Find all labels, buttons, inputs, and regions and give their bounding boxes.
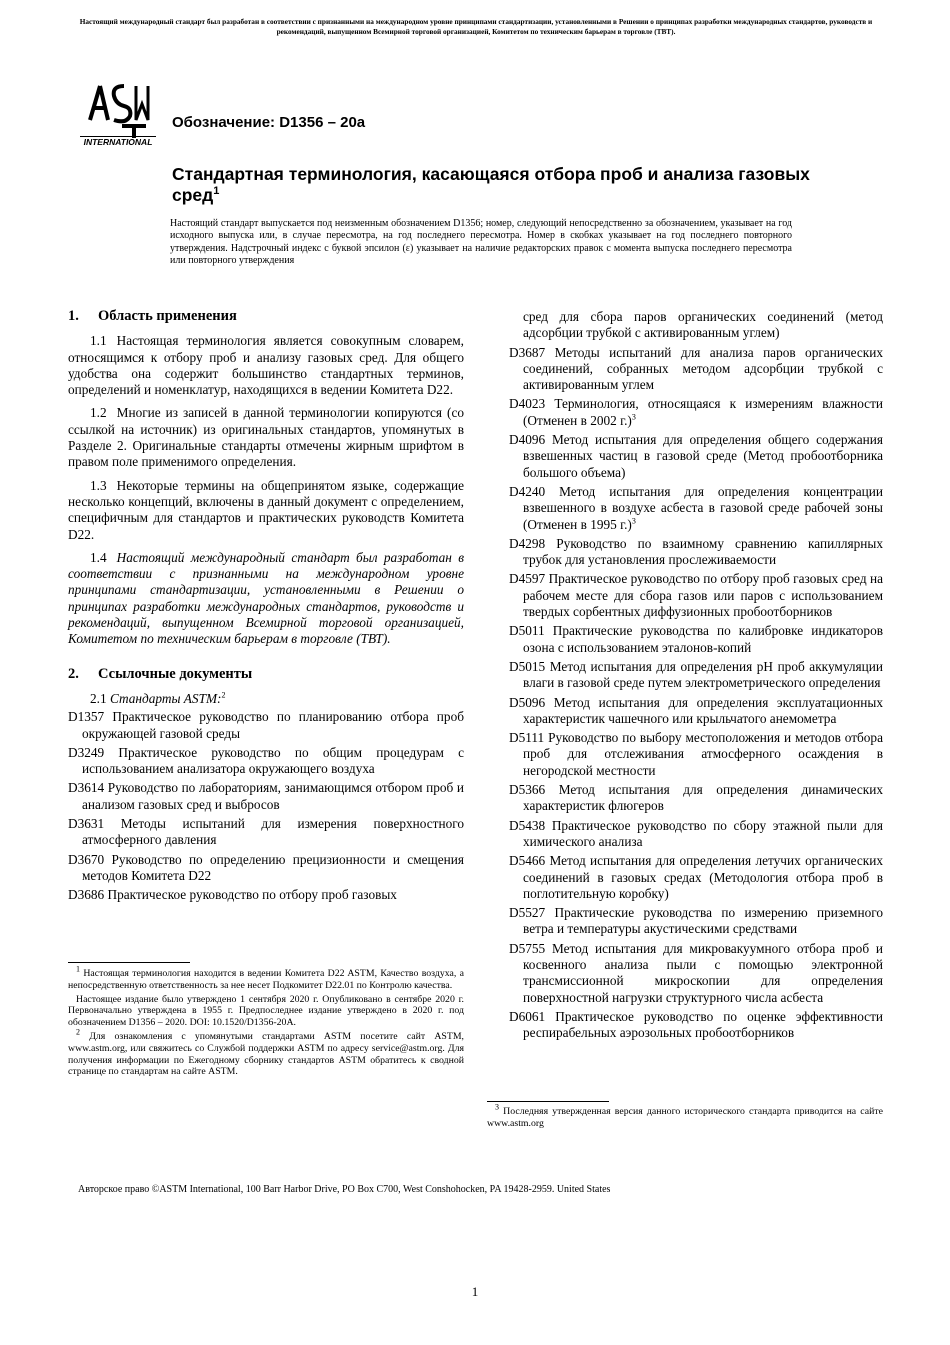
reference-text: D3687 Методы испытаний для анализа паров органических соединений, собранных методом адсорбции трубкой с активированным углем — [509, 344, 883, 393]
document-title-text: Стандартная терминология, касающаяся отбора проб и анализа газовых сред — [172, 164, 810, 205]
reference-text: D5011 Практические руководства по калибровке индикаторов озона с использованием эталонов-копий — [509, 623, 883, 655]
reference-item: D3614 Руководство по лабораториям, занимающимся отбором проб и анализом газовых сред и выбросов — [68, 780, 464, 812]
reference-item — [509, 345, 883, 394]
reference-text: D5366 Метод испытания для определения динамических характеристик флюгеров — [509, 782, 883, 814]
reference-item: D3686 Практическое руководство по отбору проб газовых — [68, 887, 397, 903]
reference-item — [509, 396, 883, 429]
reference-text: D5527 Практические руководства по измерению приземного ветра и температуры акустическими средствами — [509, 905, 883, 937]
paragraph-1-3 — [68, 478, 464, 543]
reference-item — [509, 853, 883, 902]
footnote — [68, 994, 464, 1029]
footnote-mark: 3 — [631, 516, 636, 526]
reference-text: D5755 Метод испытания для микровакуумного отбора проб и косвенного анализа пыли с помощью электронной трансмиссионной микроскопии для определения поверхностной нагрузки структурного числа асбеста — [509, 940, 883, 1005]
subsection-number: 2.1 — [90, 690, 107, 706]
title-footnote-mark: 1 — [213, 185, 220, 198]
paragraph-number: 1.3 — [90, 477, 107, 493]
reference-text: D4298 Руководство по взаимному сравнению капиллярных трубок для установления прослеживаемости — [509, 535, 883, 568]
designation: Обозначение: D1356 – 20a — [172, 114, 366, 131]
reference-text: D6061 Практическое руководство по оценке эффективности респирабельных аэрозольных пробоотборников — [509, 1008, 883, 1041]
reference-text: D5466 Метод испытания для определения летучих органических соединений в газовых средах (Методология отбора проб в поглотительную коробку) — [509, 853, 883, 901]
reference-text: D4096 Метод испытания для определения общего содержания взвешенных частиц в газовой среде (Метод пробоотборника большого объема) — [509, 432, 883, 480]
reference-item — [509, 730, 883, 779]
reference-item — [509, 818, 883, 851]
footnote-mark: 2 — [76, 1027, 80, 1037]
astm-logo — [78, 80, 158, 148]
reference-item — [509, 782, 883, 815]
right-column — [509, 309, 883, 1044]
footnotes-right — [487, 1102, 883, 1132]
footnote-text: Настоящая терминология находится в ведении Комитета D22 ASTM, Качество воздуха, а непосредственную ответственность за нее несет Подкомитет D22.01 по Контролю качества. — [68, 968, 464, 991]
top-notice: Настоящий международный стандарт был разработан в соответствии с признанными на международном уровне принципами стандартизации, установленными в Решении о принципах разработки международных стандартов, руководств и рекомендаций, выпущенном Всемирной торговой организацией, Комитетом по техническим барьерам в торговле (ТВТ). — [79, 17, 873, 36]
footnote — [68, 1027, 464, 1078]
document-title — [172, 164, 812, 206]
reference-list-right — [509, 345, 883, 1042]
left-column — [68, 308, 464, 907]
reference-item: D3670 Руководство по определению прецизионности и смещения методов Комитета D22 — [68, 851, 464, 883]
paragraph-1-2 — [68, 405, 464, 470]
reference-item — [509, 484, 883, 533]
reference-item — [509, 695, 883, 728]
reference-text: D5096 Метод испытания для определения эксплуатационных характеристик чашечного или крыльчатого анемометра — [509, 694, 883, 726]
reference-item — [509, 941, 883, 1006]
reference-text: D5438 Практическое руководство по сбору этажной пыли для химического анализа — [509, 817, 883, 849]
reference-item — [509, 905, 883, 938]
footnote-mark: 3 — [495, 1102, 499, 1112]
paragraph-1-1 — [68, 333, 464, 398]
paragraph-1-4 — [68, 550, 464, 648]
footnote-mark: 1 — [76, 964, 80, 974]
section-title: Область применения — [98, 308, 237, 324]
reference-item: D3249 Практическое руководство по общим процедурам с использованием анализатора окружающего воздуха — [68, 744, 464, 777]
reference-item — [509, 1009, 883, 1042]
reference-text: D5111 Руководство по выбору местоположения и методов отбора проб для отслеживания атмосферного осаждения в негородской местности — [509, 730, 883, 778]
footnote — [68, 964, 464, 992]
paragraph-text: Многие из записей в данной терминологии копируются (со ссылкой на источник) из оригинальных стандартов, упомянутых в Разделе 2. Оригинальные стандарты отмечены жирным шрифтом в правом поле применимого определения. — [68, 405, 464, 470]
paragraph-text: Настоящая терминология является совокупным словарем, относящимся к отбору проб и анализу газовых сред. Для общего удобства она содержит большинство стандартных терминов, определений и номенклатур, находящихся в ведении Комитета D22. — [68, 333, 464, 398]
paragraph-text: Настоящий международный стандарт был разработан в соответствии с признанными на международном уровне принципами стандартизации, установленными в Решении о принципах разработки международных стандартов, руководств и рекомендаций, выпущенном Всемирной торговой организацией, Комитетом по техническим барьерам в торговле (ТВТ). — [68, 549, 464, 647]
reference-item — [509, 623, 883, 656]
issue-note: Настоящий стандарт выпускается под неизменным обозначением D1356; номер, следующий непосредственно за обозначением, указывает на год исходного выпуска или, в случае пересмотра, на год последнего пересмотра. Номер в скобках указывает на год последнего повторного утверждения. Надстрочный индекс с буквой эпсилон (ε) указывает на наличие редакторских правок с момента выпуска последнего пересмотра или повторного утверждения — [170, 218, 792, 267]
subsection-label: Стандарты ASTM: — [109, 690, 222, 706]
footnote-text: Для ознакомления с упомянутыми стандартами ASTM посетите сайт ASTM, www.astm.org, или свяжитесь со Службой поддержки ASTM по адресу service@astm.org. Для получения информации по Ежегодному сборнику стандартов ASTM обратитесь к сводной странице по стандартам на сайте ASTM. — [68, 1030, 464, 1078]
svg-text:INTERNATIONAL: INTERNATIONAL — [83, 137, 153, 147]
section-2-heading — [68, 666, 464, 682]
reference-item — [509, 571, 883, 620]
section-1-heading — [68, 308, 464, 324]
footnote-text: Настоящее издание было утверждено 1 сентября 2020 г. Опубликовано в сентябре 2020 г. Первоначально утверждена в 1955 г. Предпоследнее издание утверждено в 2020 г. под обозначением D1356 – 2020. DOI: 10.1520/D1356-20A. — [68, 993, 464, 1029]
subsection-2-1 — [90, 691, 464, 707]
reference-list-left — [68, 709, 464, 903]
reference-continuation: сред для сбора паров органических соединений (метод адсорбции трубкой с активированным углем) — [523, 309, 883, 341]
reference-item — [509, 659, 883, 692]
reference-item: D3631 Методы испытаний для измерения поверхностного атмосферного давления — [68, 816, 464, 848]
reference-item — [509, 536, 883, 569]
reference-item: D1357 Практическое руководство по планированию отбора проб окружающей газовой среды — [68, 709, 464, 741]
footnote-text: Последняя утвержденная версия данного исторического стандарта приводится на сайте www.astm.org — [487, 1106, 883, 1129]
footnote-mark: 2 — [221, 690, 226, 700]
footnotes-left — [68, 964, 464, 1080]
copyright-notice: Авторское право ©ASTM International, 100 Barr Harbor Drive, PO Box C700, West Conshohocken, PA 19428-2959. United States — [78, 1184, 611, 1195]
section-number: 1. — [68, 308, 79, 324]
section-title: Ссылочные документы — [98, 665, 253, 682]
reference-text: D4597 Практическое руководство по отбору проб газовых сред на рабочем месте для сбора газов или паров с использованием твердых сорбентных диффузионных пробоотборников — [509, 571, 883, 620]
astm-logo-mark — [80, 86, 156, 147]
footnote-separator-left — [68, 962, 190, 963]
reference-item — [509, 432, 883, 481]
footnote-mark: 3 — [631, 412, 636, 422]
reference-text: D5015 Метод испытания для определения pH проб аккумуляции влаги в газовой среде путем электрометрического определения — [509, 658, 883, 691]
paragraph-text: Некоторые термины на общепринятом языке, содержащие несколько концепций, включены в данный документ с определением, специфичным для стандартов и практических руководств Комитета D22. — [68, 477, 464, 542]
paragraph-number: 1.4 — [90, 549, 107, 565]
reference-text: D4240 Метод испытания для определения концентрации взвешенного в воздухе асбеста в газовой среде рабочей зоны (Отменен в 1995 г.) — [509, 483, 883, 532]
footnote-separator-right — [487, 1101, 609, 1102]
paragraph-number: 1.1 — [90, 333, 107, 349]
page-number: 1 — [471, 1284, 479, 1299]
paragraph-number: 1.2 — [90, 405, 107, 421]
reference-text: D4023 Терминология, относящаяся к измерениям влажности (Отменен в 2002 г.) — [509, 396, 883, 428]
footnote — [487, 1102, 883, 1130]
section-number: 2. — [68, 665, 79, 682]
